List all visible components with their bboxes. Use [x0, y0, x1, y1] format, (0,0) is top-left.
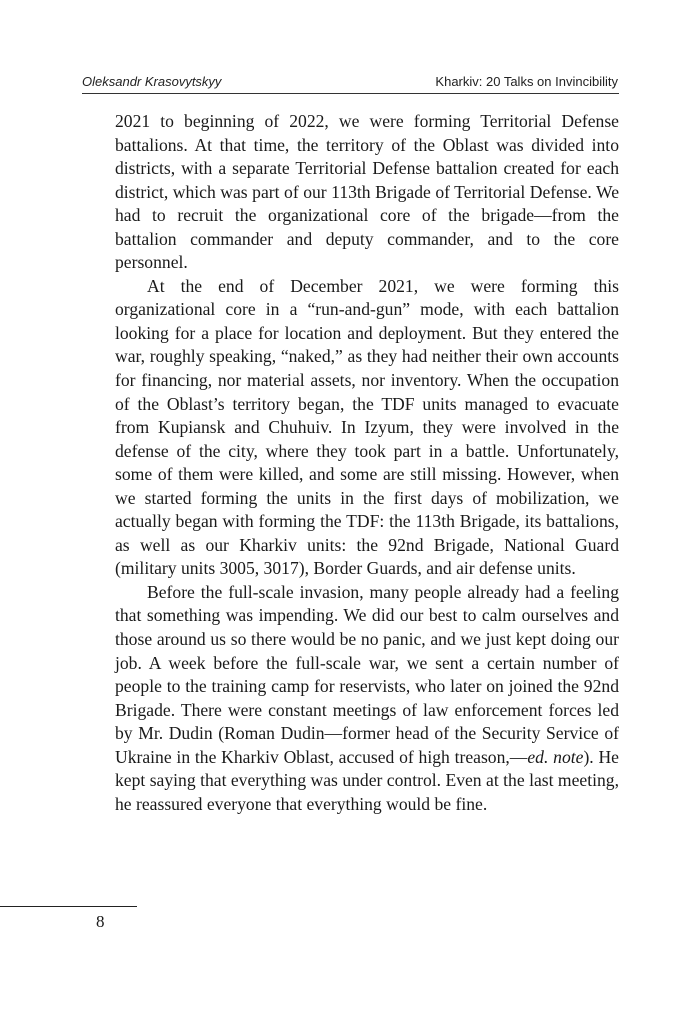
header-author: Oleksandr Krasovytskyy — [82, 74, 222, 89]
body-text — [115, 110, 619, 816]
page-number: 8 — [96, 912, 105, 931]
paragraph-3-end: ). He kept saying that everything was under control. Even at the last meeting, he reassured everyone that everything would be fine. — [115, 746, 619, 814]
footer-rule — [0, 906, 137, 907]
header-book-title: Kharkiv: 20 Talks on Invincibility — [435, 74, 618, 89]
header-rule — [82, 93, 619, 94]
paragraph-2: At the end of December 2021, we were forming this organizational core in a “run-and-gun” mode, with each battalion looking for a place for location and deployment. But they entered the war, roughly speaking, “naked,” as they had neither their own accounts for financing, nor material assets, nor inventory. When the occupation of the Oblast’s territory began, the TDF units managed to evacuate from Kupiansk and Chuhuiv. In Izyum, they were involved in the defense of the city, where they took part in a battle. Unfortunately, some of them were killed, and some are still missing. However, when we started forming the units in the first days of mobilization, we actually began with forming the TDF: the 113th Brigade, its battalions, as well as our Kharkiv units: the 92nd Brigade, National Guard (military units 3005, 3017), Border Guards, and air defense units. — [115, 275, 619, 579]
running-header — [82, 74, 618, 89]
paragraph-3 — [115, 581, 619, 816]
paragraph-1: 2021 to beginning of 2022, we were forming Territorial Defense battalions. At that time, the territory of the Oblast was divided into districts, with a separate Territorial Defense battalion created for each district, which was part of our 113th Brigade of Territorial Defense. We had to recruit the organizational core of the brigade—from the battalion commander and deputy commander, and to the core personnel. — [115, 111, 619, 273]
editor-note: ed. note — [527, 746, 584, 767]
paragraph-3-text: Before the full-scale invasion, many people already had a feeling that something was impending. We did our best to calm ourselves and those around us so there would be no panic, and we just kept doing our job. A week before the full-scale war, we sent a certain number of people to the training camp for reservists, who later on joined the 92nd Brigade. There were constant meetings of law enforcement forces led by Mr. Dudin (Roman Dudin—former head of the Security Service of Ukraine in the Kharkiv Oblast, accused of high treason,— — [115, 581, 619, 767]
